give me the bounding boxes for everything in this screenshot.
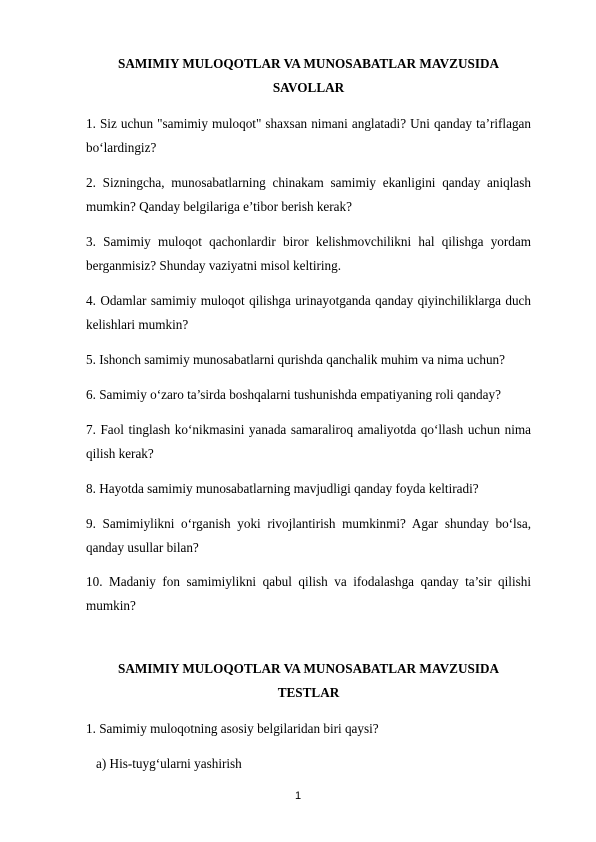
page-number: 1 bbox=[294, 790, 302, 802]
question-6: 6. Samimiy o‘zaro ta’sirda boshqalarni tushunishda empatiyaning roli qanday? bbox=[86, 387, 501, 402]
question-4: 4. Odamlar samimiy muloqot qilishga urinayotganda qanday qiyinchiliklarga duch kelishlari mumkin? bbox=[86, 293, 531, 332]
question-9: 9. Samimiylikni o‘rganish yoki rivojlantirish mumkinmi? Agar shunday bo‘lsa, qanday usullar bilan? bbox=[86, 516, 531, 555]
question-1: 1. Siz uchun "samimiy muloqot" shaxsan nimani anglatadi? Uni qanday ta’riflagan bo‘lardingiz? bbox=[86, 116, 531, 155]
question-8: 8. Hayotda samimiy munosabatlarning mavjudligi qanday foyda keltiradi? bbox=[86, 481, 479, 496]
question-5: 5. Ishonch samimiy munosabatlarni qurishda qanchalik muhim va nima uchun? bbox=[86, 352, 505, 367]
test-option-a: a) His-tuyg‘ularni yashirish bbox=[96, 756, 242, 771]
question-7: 7. Faol tinglash ko‘nikmasini yanada samaraliroq amaliyotda qo‘llash uchun nima qilish kerak? bbox=[86, 422, 531, 461]
test-question-1: 1. Samimiy muloqotning asosiy belgilaridan biri qaysi? bbox=[86, 721, 379, 736]
question-3: 3. Samimiy muloqot qachonlardir biror kelishmovchilikni hal qilishga yordam berganmisiz? Shunday vaziyatni misol keltiring. bbox=[86, 234, 531, 273]
section-title-line-2: SAVOLLAR bbox=[272, 80, 345, 95]
section-title-line-1: SAMIMIY MULOQOTLAR VA MUNOSABATLAR MAVZUSIDA bbox=[117, 56, 499, 71]
section-title-tests bbox=[86, 657, 531, 705]
section-title-line-2: TESTLAR bbox=[277, 685, 340, 700]
section-title-line-1: SAMIMIY MULOQOTLAR VA MUNOSABATLAR MAVZUSIDA bbox=[117, 661, 499, 676]
question-2: 2. Sizningcha, munosabatlarning chinakam samimiy ekanligini qanday aniqlash mumkin? Qanday belgilariga e’tibor berish kerak? bbox=[86, 175, 531, 214]
section-title-questions bbox=[86, 52, 531, 100]
question-10: 10. Madaniy fon samimiylikni qabul qilish va ifodalashga qanday ta’sir qilishi mumkin? bbox=[86, 574, 531, 613]
